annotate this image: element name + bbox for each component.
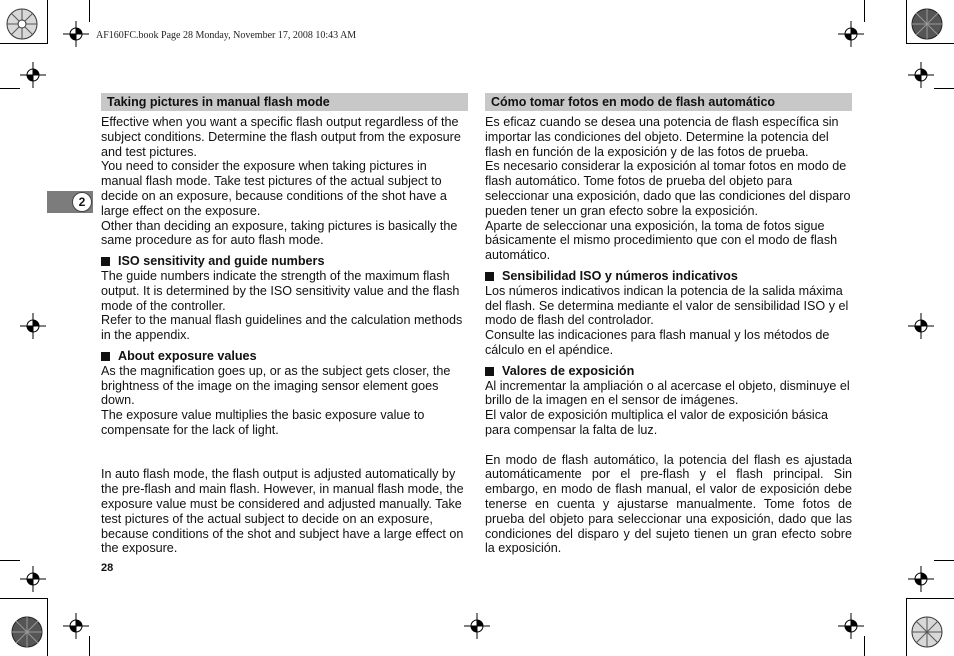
- print-header: AF160FC.book Page 28 Monday, November 17, 2008 10:43 AM: [96, 30, 357, 41]
- crop-mark: [906, 43, 954, 44]
- subheading-label: Valores de exposición: [502, 363, 635, 378]
- subheading-label: Sensibilidad ISO y números indicativos: [502, 268, 738, 283]
- subheading-label: About exposure values: [118, 348, 257, 363]
- paragraph: Refer to the manual flash guidelines and the calculation methods in the appendix.: [101, 313, 463, 343]
- section-heading-en: Taking pictures in manual flash mode: [101, 93, 468, 111]
- registration-mark-icon: [908, 313, 934, 339]
- registration-mark-icon: [63, 613, 89, 639]
- paragraph: In auto flash mode, the flash output is adjusted automatically by the pre-flash and main flash. However, in manual flash mode, the exposure value must be considered and adjusted manually. Take test pictures of the actual subject to decide on an exposure, because conditions of the shot and subject have a large effect on the exposure.: [101, 467, 464, 556]
- color-dial-icon: [11, 616, 43, 648]
- chapter-number: 2: [72, 192, 92, 212]
- crop-mark: [864, 0, 865, 22]
- paragraph: Es eficaz cuando se desea una potencia de flash específica sin importar las condiciones del objeto. Determine la potencia del flash en función de la exposición y de las fotos de prueba.: [485, 115, 839, 159]
- crop-mark: [906, 0, 907, 44]
- registration-mark-icon: [20, 313, 46, 339]
- left-column: [101, 93, 468, 556]
- paragraph: Es necesario considerar la exposición al tomar fotos en modo de flash automático. Tome fotos de prueba del objeto para seleccionar una exposición, dado que las condiciones del disparo pueden tener un gran efecto sobre la exposición.: [485, 159, 851, 218]
- paragraph: Los números indicativos indican la potencia de la salida máxima del flash. Se determina mediante el valor de sensibilidad ISO y el modo de flash del controlador.: [485, 283, 849, 328]
- section-heading-es: Cómo tomar fotos en modo de flash automático: [485, 93, 852, 111]
- paragraph: The exposure value multiplies the basic exposure value to compensate for the lack of light.: [101, 408, 425, 437]
- crop-mark: [0, 598, 48, 599]
- bullet-square-icon: [101, 352, 110, 361]
- color-dial-icon: [6, 8, 38, 40]
- registration-mark-icon: [908, 566, 934, 592]
- bullet-square-icon: [485, 367, 494, 376]
- registration-mark-icon: [838, 21, 864, 47]
- paragraph: El valor de exposición multiplica el valor de exposición básica para compensar la falta de luz.: [485, 408, 829, 437]
- crop-mark: [906, 598, 954, 599]
- crop-mark: [0, 88, 20, 89]
- paragraph: Consulte las indicaciones para flash manual y los métodos de cálculo en el apéndice.: [485, 328, 830, 357]
- registration-mark-icon: [63, 21, 89, 47]
- registration-mark-icon: [20, 62, 46, 88]
- paragraph: Effective when you want a specific flash output regardless of the subject conditions. Determine the flash output from the exposure and test pictures.: [101, 115, 461, 159]
- crop-mark: [0, 43, 48, 44]
- color-dial-icon: [911, 8, 943, 40]
- crop-mark: [0, 560, 20, 561]
- subheading-exposure: [485, 364, 852, 379]
- registration-mark-icon: [464, 613, 490, 639]
- bullet-square-icon: [485, 272, 494, 281]
- paragraph: The guide numbers indicate the strength of the maximum flash output. It is determined by the ISO sensitivity value and the flash mode of the controller.: [101, 268, 460, 313]
- subheading-label: ISO sensitivity and guide numbers: [118, 254, 325, 269]
- crop-mark: [89, 636, 90, 656]
- paragraph: En modo de flash automático, la potencia del flash es ajustada automáticamente por el pre-flash y el flash principal. Sin embargo, en modo de flash manual, el valor de exposición debe tenerse en cuenta y ajustarse manualmente. Tome fotos de prueba del objeto para seleccionar una exposición, dado que las condiciones del disparo y del sujeto tienen un gran efecto sobre la exposición.: [485, 452, 852, 556]
- registration-mark-icon: [838, 613, 864, 639]
- paragraph: Al incrementar la ampliación o al acercase el objeto, disminuye el brillo de la imagen en el sensor de imágenes.: [485, 378, 850, 408]
- crop-mark: [89, 0, 90, 22]
- subheading-iso: [485, 269, 852, 284]
- paragraph: Aparte de seleccionar una exposición, la toma de fotos sigue básicamente el mismo procedimiento que con el modo de flash automático.: [485, 218, 838, 263]
- page-number: 28: [101, 562, 114, 574]
- subheading-iso: [101, 254, 468, 269]
- right-column: [485, 93, 852, 556]
- crop-mark: [47, 0, 48, 44]
- paragraph: As the magnification goes up, or as the subject gets closer, the brightness of the image on the imaging sensor element goes down.: [101, 363, 451, 408]
- crop-mark: [934, 560, 954, 561]
- registration-mark-icon: [20, 566, 46, 592]
- crop-mark: [906, 598, 907, 656]
- bullet-square-icon: [101, 257, 110, 266]
- registration-mark-icon: [908, 62, 934, 88]
- crop-mark: [864, 636, 865, 656]
- color-dial-icon: [911, 616, 943, 648]
- subheading-exposure: [101, 349, 468, 364]
- paragraph: You need to consider the exposure when taking pictures in manual flash mode. Take test pictures of the actual subject to decide on an exposure, because conditions of the shot have a large effect on the exposure.: [101, 159, 447, 218]
- crop-mark: [47, 598, 48, 656]
- paragraph: Other than deciding an exposure, taking pictures is basically the same procedure as for auto flash mode.: [101, 218, 458, 248]
- crop-mark: [934, 88, 954, 89]
